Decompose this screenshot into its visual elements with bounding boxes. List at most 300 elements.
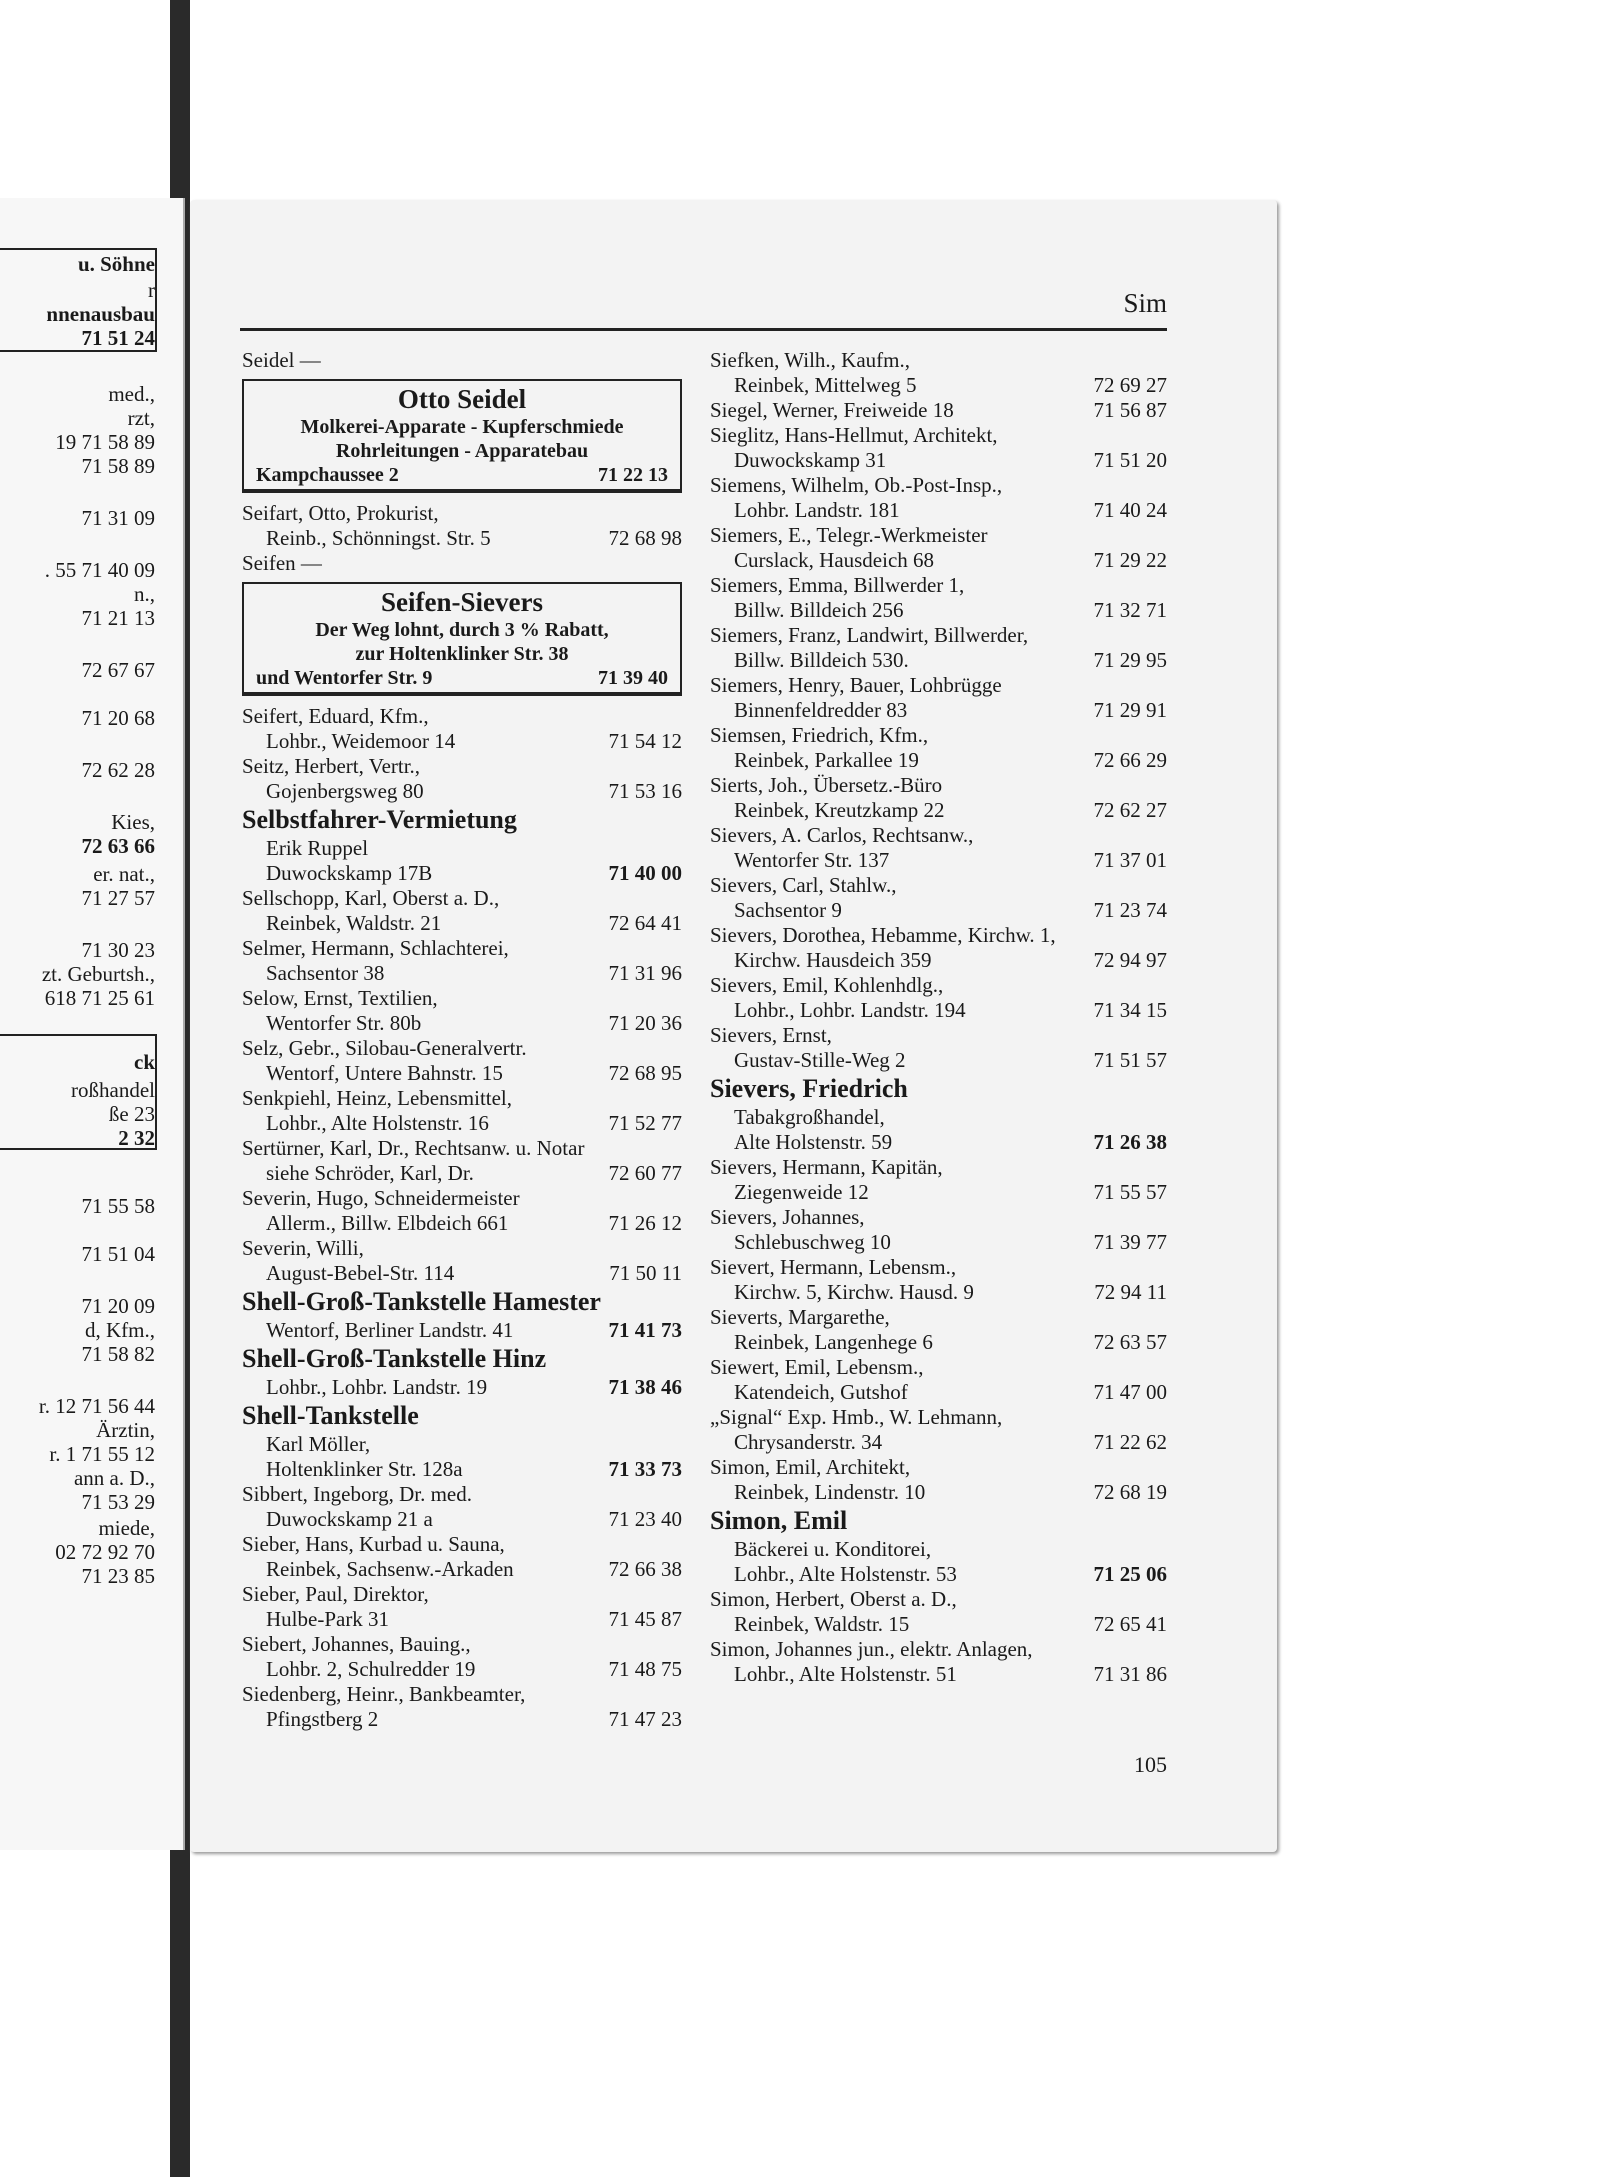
entry-text: Selmer, Hermann, Schlachterei,: [242, 936, 509, 960]
left-page-text: med.,: [108, 382, 155, 406]
directory-entry: [710, 1073, 1167, 1155]
left-page-text: 72 62 28: [81, 758, 155, 782]
left-column: [242, 348, 682, 1732]
phone-number: 71 52 77: [608, 1111, 682, 1135]
entry-line: [710, 773, 1167, 798]
phone-number: 71 34 15: [1093, 998, 1167, 1022]
directory-entry: [242, 1400, 682, 1482]
directory-entry: [242, 1682, 682, 1732]
phone-number: 71 51 57: [1093, 1048, 1167, 1072]
left-page-text: ße 23: [108, 1102, 155, 1126]
entry-line: [242, 526, 682, 551]
right-column: [710, 348, 1167, 1687]
left-page-text: d, Kfm.,: [85, 1318, 155, 1342]
entry-line: [242, 1632, 682, 1657]
directory-entry: [242, 1482, 682, 1532]
entry-line: [710, 698, 1167, 723]
phone-number: 71 55 57: [1093, 1180, 1167, 1204]
entry-line: [710, 898, 1167, 923]
entry-line: [710, 1355, 1167, 1380]
phone-number: 71 23 40: [608, 1507, 682, 1531]
entry-text: Siedenberg, Heinr., Bankbeamter,: [242, 1682, 526, 1706]
directory-entry: [242, 1086, 682, 1136]
entry-line: [710, 1130, 1167, 1155]
entry-line: [242, 551, 682, 576]
directory-entry: [710, 473, 1167, 523]
entry-line: [710, 823, 1167, 848]
directory-entry: [710, 623, 1167, 673]
entry-line: [242, 1432, 682, 1457]
advert-line: Molkerei-Apparate - Kupferschmiede: [300, 416, 624, 438]
entry-line: [242, 1136, 682, 1161]
entry-line: [710, 423, 1167, 448]
entry-heading: Sievers, Friedrich: [710, 1074, 908, 1103]
advert-line: zur Holtenklinker Str. 38: [355, 643, 569, 665]
entry-line: [710, 1537, 1167, 1562]
left-page-text: 71 21 13: [81, 606, 155, 630]
entry-text: Sievers, Dorothea, Hebamme, Kirchw. 1,: [710, 923, 1056, 947]
phone-number: 71 22 62: [1093, 1430, 1167, 1454]
directory-entry: [242, 1632, 682, 1682]
entry-line: [710, 1255, 1167, 1280]
entry-line: [710, 1662, 1167, 1687]
entry-text: Duwockskamp 31: [734, 448, 887, 472]
page-number: 105: [1134, 1752, 1167, 1777]
entry-text: Sieber, Paul, Direktor,: [242, 1582, 429, 1606]
directory-entry: [710, 1455, 1167, 1505]
phone-number: 71 29 91: [1093, 698, 1167, 722]
entry-text: Seifert, Eduard, Kfm.,: [242, 704, 429, 728]
entry-text: Curslack, Hausdeich 68: [734, 548, 935, 572]
directory-entry: [710, 573, 1167, 623]
phone-number: 72 65 41: [1093, 1612, 1167, 1636]
phone-number: 71 32 71: [1093, 598, 1167, 622]
left-page-text: Kies,: [111, 810, 155, 834]
left-page-text: 71 53 29: [81, 1490, 155, 1514]
entry-text: Ziegenweide 12: [734, 1180, 869, 1204]
entry-text: Gojenbergsweg 80: [266, 779, 424, 803]
directory-entry: [242, 754, 682, 804]
directory-entry: [710, 1405, 1167, 1455]
entry-text: Sievers, Ernst,: [710, 1023, 832, 1047]
entry-line: [242, 1607, 682, 1632]
header-rule: [240, 328, 1167, 331]
entry-line: [242, 1375, 682, 1400]
entry-line: [710, 1180, 1167, 1205]
entry-text: Sachsentor 9: [734, 898, 842, 922]
left-page-fragment: [0, 198, 185, 1850]
entry-text: Sievers, Johannes,: [710, 1205, 865, 1229]
directory-entry: [242, 1343, 682, 1400]
directory-entry: [710, 773, 1167, 823]
left-page-text: 2 32: [118, 1126, 155, 1150]
left-page-text: 618 71 25 61: [44, 986, 155, 1010]
entry-text: Siemsen, Friedrich, Kfm.,: [710, 723, 929, 747]
entry-text: Sierts, Joh., Übersetz.-Büro: [710, 773, 943, 797]
entry-text: Sieber, Hans, Kurbad u. Sauna,: [242, 1532, 505, 1556]
entry-line: [242, 1507, 682, 1532]
entry-line: [710, 1612, 1167, 1637]
entry-line: [710, 1455, 1167, 1480]
entry-text: Tabakgroßhandel,: [734, 1105, 885, 1129]
left-page-text: 71 58 82: [81, 1342, 155, 1366]
entry-line: [710, 373, 1167, 398]
phone-number: 72 69 27: [1093, 373, 1167, 397]
left-page-text: 02 72 92 70: [55, 1540, 155, 1564]
advert-address: und Wentorfer Str. 9: [256, 667, 433, 689]
directory-entry: [710, 1505, 1167, 1587]
phone-number: 71 26 38: [1093, 1130, 1167, 1154]
directory-page: [190, 200, 1277, 1852]
entry-line: [710, 798, 1167, 823]
entry-text: Seidel —: [242, 348, 321, 372]
entry-text: Lohbr., Alte Holstenstr. 16: [266, 1111, 489, 1135]
entry-line: [242, 861, 682, 886]
entry-line: [710, 523, 1167, 548]
phone-number: 71 48 75: [608, 1657, 682, 1681]
directory-entry: [242, 986, 682, 1036]
entry-line: [242, 704, 682, 729]
entry-text: Lohbr., Lohbr. Landstr. 194: [734, 998, 966, 1022]
entry-text: Simon, Johannes jun., elektr. Anlagen,: [710, 1637, 1033, 1661]
entry-line: [710, 1205, 1167, 1230]
directory-entry: [710, 1587, 1167, 1637]
left-page-text: 71 27 57: [81, 886, 155, 910]
left-page-text: Ärztin,: [96, 1418, 155, 1442]
entry-line: [710, 973, 1167, 998]
entry-text: Lohbr., Alte Holstenstr. 53: [734, 1562, 957, 1586]
entry-text: Senkpiehl, Heinz, Lebensmittel,: [242, 1086, 513, 1110]
entry-line: [710, 1023, 1167, 1048]
directory-entry: [710, 1155, 1167, 1205]
entry-text: Seitz, Herbert, Vertr.,: [242, 754, 421, 778]
entry-text: Binnenfeldredder 83: [734, 698, 908, 722]
entry-line: [710, 598, 1167, 623]
entry-text: Seifart, Otto, Prokurist,: [242, 501, 439, 525]
entry-text: Sibbert, Ingeborg, Dr. med.: [242, 1482, 472, 1506]
entry-text: Siemers, Emma, Billwerder 1,: [710, 573, 965, 597]
entry-line: [710, 623, 1167, 648]
entry-line: [710, 473, 1167, 498]
entry-text: Hulbe-Park 31: [266, 1607, 390, 1631]
left-page-text: 71 51 24: [81, 326, 155, 350]
advert-phone: 71 39 40: [598, 667, 668, 689]
phone-number: 71 29 95: [1093, 648, 1167, 672]
phone-number: 71 37 01: [1093, 848, 1167, 872]
entry-text: Sievers, Emil, Kohlenhdlg.,: [710, 973, 944, 997]
entry-line: [710, 1405, 1167, 1430]
entry-line: [710, 748, 1167, 773]
directory-entry: [710, 1305, 1167, 1355]
directory-entry: [242, 704, 682, 754]
phone-number: 71 54 12: [608, 729, 682, 753]
phone-number: 71 29 22: [1093, 548, 1167, 572]
left-page-text: . 55 71 40 09: [44, 558, 155, 582]
entry-text: Lohbr. Landstr. 181: [734, 498, 900, 522]
entry-line: [242, 1557, 682, 1582]
advert-line: Der Weg lohnt, durch 3 % Rabatt,: [315, 619, 609, 641]
entry-text: Selz, Gebr., Silobau-Generalvertr.: [242, 1036, 527, 1060]
entry-line: [710, 723, 1167, 748]
entry-line: [710, 1480, 1167, 1505]
left-page-text: miede,: [98, 1516, 155, 1540]
left-page-text: er. nat.,: [93, 862, 155, 886]
entry-line: [242, 779, 682, 804]
entry-line: [710, 1562, 1167, 1587]
entry-line: [710, 1280, 1167, 1305]
entry-text: Selow, Ernst, Textilien,: [242, 986, 438, 1010]
entry-line: [710, 1330, 1167, 1355]
entry-line: [710, 923, 1167, 948]
entry-line: [710, 873, 1167, 898]
entry-text: Erik Ruppel: [266, 836, 369, 860]
entry-text: Kirchw. Hausdeich 359: [734, 948, 932, 972]
directory-entry: [242, 1136, 682, 1186]
phone-number: 71 41 73: [608, 1318, 682, 1342]
entry-line: [710, 548, 1167, 573]
left-page-text: zt. Geburtsh.,: [41, 962, 155, 986]
left-page-box: [0, 248, 157, 352]
entry-line: [710, 348, 1167, 373]
entry-line: [242, 1011, 682, 1036]
directory-entry: [710, 348, 1167, 398]
entry-line: [242, 1657, 682, 1682]
entry-text: Severin, Willi,: [242, 1236, 364, 1260]
directory-entry: [710, 823, 1167, 873]
phone-number: 71 56 87: [1093, 398, 1167, 422]
entry-text: Reinbek, Sachsenw.-Arkaden: [266, 1557, 514, 1581]
left-page-text: ann a. D.,: [73, 1466, 155, 1490]
left-page-text: ck: [134, 1050, 155, 1074]
entry-text: Sievers, A. Carlos, Rechtsanw.,: [710, 823, 974, 847]
phone-number: 71 51 20: [1093, 448, 1167, 472]
entry-text: Siemers, Franz, Landwirt, Billwerder,: [710, 623, 1029, 647]
advert-phone: 71 22 13: [598, 464, 668, 486]
entry-text: Billw. Billdeich 530.: [734, 648, 909, 672]
left-page-text: 19 71 58 89: [55, 430, 155, 454]
entry-text: Siemers, E., Telegr.-Werkmeister: [710, 523, 988, 547]
entry-line: [710, 1048, 1167, 1073]
phone-number: 71 23 74: [1093, 898, 1167, 922]
entry-text: Simon, Herbert, Oberst a. D.,: [710, 1587, 957, 1611]
entry-line: [242, 886, 682, 911]
entry-line: [242, 348, 682, 373]
phone-number: 71 40 24: [1093, 498, 1167, 522]
entry-text: Billw. Billdeich 256: [734, 598, 904, 622]
directory-entry: [242, 936, 682, 986]
left-page-text: roßhandel: [71, 1078, 155, 1102]
directory-entry: [710, 1023, 1167, 1073]
directory-entry: [242, 348, 682, 373]
entry-text: Schlebuschweg 10: [734, 1230, 891, 1254]
phone-number: 72 94 97: [1093, 948, 1167, 972]
phone-number: 72 60 77: [608, 1161, 682, 1185]
advert-address-line: [256, 666, 668, 690]
left-page-text: nnenausbau: [46, 302, 155, 326]
phone-number: 71 31 96: [608, 961, 682, 985]
entry-line: [242, 1318, 682, 1343]
entry-text: Siegel, Werner, Freiweide 18: [710, 398, 954, 422]
entry-line: [242, 1236, 682, 1261]
left-page-text: 72 67 67: [81, 658, 155, 682]
entry-line: [242, 1061, 682, 1086]
phone-number: 72 94 11: [1094, 1280, 1167, 1304]
entry-text: Pfingstberg 2: [266, 1707, 379, 1731]
phone-number: 72 62 27: [1093, 798, 1167, 822]
left-page-text: 71 23 85: [81, 1564, 155, 1588]
entry-text: Siewert, Emil, Lebensm.,: [710, 1355, 924, 1379]
directory-entry: [242, 1236, 682, 1286]
directory-entry: [710, 923, 1167, 973]
entry-line: [710, 448, 1167, 473]
entry-text: Sievert, Hermann, Lebensm.,: [710, 1255, 957, 1279]
entry-text: Siemens, Wilhelm, Ob.-Post-Insp.,: [710, 473, 1003, 497]
entry-text: August-Bebel-Str. 114: [266, 1261, 455, 1285]
entry-text: Reinbek, Langenhege 6: [734, 1330, 933, 1354]
entry-text: Wentorfer Str. 80b: [266, 1011, 422, 1035]
directory-entry: [710, 523, 1167, 573]
entry-heading: Selbstfahrer-Vermietung: [242, 805, 517, 834]
entry-text: Lohbr., Alte Holstenstr. 51: [734, 1662, 957, 1686]
entry-line: [710, 573, 1167, 598]
entry-text: Allerm., Billw. Elbdeich 661: [266, 1211, 509, 1235]
entry-text: Gustav-Stille-Weg 2: [734, 1048, 906, 1072]
left-page-text: u. Söhne: [77, 252, 155, 276]
entry-text: Lohbr., Weidemoor 14: [266, 729, 456, 753]
directory-entry: [242, 1286, 682, 1343]
advert-address-line: [256, 463, 668, 487]
entry-text: Reinbek, Waldstr. 15: [734, 1612, 910, 1636]
left-page-text: r. 12 71 56 44: [38, 1394, 155, 1418]
entry-line: [242, 1086, 682, 1111]
entry-line: [242, 1211, 682, 1236]
entry-line: [710, 398, 1167, 423]
advert-title: Otto Seidel: [397, 384, 527, 414]
entry-line: [710, 998, 1167, 1023]
directory-entry: [242, 804, 682, 886]
phone-number: 71 33 73: [608, 1457, 682, 1481]
directory-entry: [710, 973, 1167, 1023]
entry-line: [242, 1707, 682, 1732]
entry-text: Holtenklinker Str. 128a: [266, 1457, 463, 1481]
entry-text: Reinbek, Waldstr. 21: [266, 911, 442, 935]
directory-entry: [242, 1186, 682, 1236]
directory-entry: [710, 873, 1167, 923]
entry-text: Duwockskamp 17B: [266, 861, 433, 885]
phone-number: 71 25 06: [1093, 1562, 1167, 1586]
left-page-text: 71 31 09: [81, 506, 155, 530]
entry-line: [242, 754, 682, 779]
left-page-text: n.,: [134, 582, 155, 606]
entry-line: [242, 1457, 682, 1482]
entry-line: [242, 501, 682, 526]
advert-box: [242, 582, 682, 696]
phone-number: 72 68 98: [608, 526, 682, 550]
phone-number: 71 53 16: [608, 779, 682, 803]
entry-line: [242, 1186, 682, 1211]
entry-heading: Shell-Groß-Tankstelle Hinz: [242, 1344, 547, 1373]
left-page-text: 71 55 58: [81, 1194, 155, 1218]
directory-entry: [242, 1036, 682, 1086]
left-page-text: 71 30 23: [81, 938, 155, 962]
entry-line: [242, 1482, 682, 1507]
entry-line: [710, 1230, 1167, 1255]
entry-line: [242, 836, 682, 861]
directory-entry: [242, 551, 682, 576]
phone-number: 71 47 00: [1093, 1380, 1167, 1404]
entry-text: Sellschopp, Karl, Oberst a. D.,: [242, 886, 500, 910]
phone-number: 71 40 00: [608, 861, 682, 885]
entry-text: „Signal“ Exp. Hmb., W. Lehmann,: [710, 1405, 1003, 1429]
entry-line: [710, 1380, 1167, 1405]
directory-entry: [710, 398, 1167, 423]
phone-number: 71 39 77: [1093, 1230, 1167, 1254]
entry-line: [242, 729, 682, 754]
entry-line: [242, 961, 682, 986]
directory-entry: [710, 1637, 1167, 1687]
left-page-text: 72 63 66: [81, 834, 155, 858]
entry-line: [242, 936, 682, 961]
left-page-text: 71 20 68: [81, 706, 155, 730]
entry-heading: Shell-Groß-Tankstelle Hamester: [242, 1287, 601, 1316]
left-page-text: rzt,: [127, 406, 155, 430]
phone-number: 71 50 11: [609, 1261, 682, 1285]
entry-text: Siebert, Johannes, Bauing.,: [242, 1632, 471, 1656]
entry-line: [242, 1532, 682, 1557]
phone-number: 71 26 12: [608, 1211, 682, 1235]
entry-text: Sertürner, Karl, Dr., Rechtsanw. u. Notar: [242, 1136, 585, 1160]
entry-text: Siemers, Henry, Bauer, Lohbrügge: [710, 673, 1002, 697]
entry-text: Alte Holstenstr. 59: [734, 1130, 893, 1154]
advert-line: Rohrleitungen - Apparatebau: [335, 440, 589, 462]
entry-line: [710, 498, 1167, 523]
directory-entry: [242, 1532, 682, 1582]
entry-line: [710, 1430, 1167, 1455]
phone-number: 71 47 23: [608, 1707, 682, 1731]
left-page-text: 71 20 09: [81, 1294, 155, 1318]
entry-text: Sieverts, Margarethe,: [710, 1305, 890, 1329]
phone-number: 71 45 87: [608, 1607, 682, 1631]
directory-entry: [710, 723, 1167, 773]
entry-line: [242, 986, 682, 1011]
directory-entry: [710, 1255, 1167, 1305]
entry-text: Sachsentor 38: [266, 961, 385, 985]
left-page-box: [0, 1034, 157, 1150]
entry-text: Reinbek, Mittelweg 5: [734, 373, 917, 397]
phone-number: 71 31 86: [1093, 1662, 1167, 1686]
directory-entry: [710, 423, 1167, 473]
phone-number: 72 63 57: [1093, 1330, 1167, 1354]
directory-entry: [242, 1582, 682, 1632]
phone-number: 72 68 19: [1093, 1480, 1167, 1504]
entry-line: [242, 1161, 682, 1186]
phone-number: 72 66 38: [608, 1557, 682, 1581]
entry-text: Lohbr., Lohbr. Landstr. 19: [266, 1375, 488, 1399]
left-page-text: r. 1 71 55 12: [49, 1442, 155, 1466]
entry-text: Kirchw. 5, Kirchw. Hausd. 9: [734, 1280, 974, 1304]
entry-heading: Simon, Emil: [710, 1506, 848, 1535]
entry-text: Reinbek, Lindenstr. 10: [734, 1480, 926, 1504]
entry-text: Seifen —: [242, 551, 322, 575]
running-head: Sim: [1123, 288, 1167, 318]
entry-text: Reinbek, Parkallee 19: [734, 748, 919, 772]
directory-entry: [710, 1355, 1167, 1405]
advert-address: Kampchaussee 2: [256, 464, 399, 486]
entry-line: [242, 1261, 682, 1286]
entry-text: Severin, Hugo, Schneidermeister: [242, 1186, 520, 1210]
advert-title: Seifen-Sievers: [381, 587, 543, 617]
entry-text: Wentorfer Str. 137: [734, 848, 890, 872]
